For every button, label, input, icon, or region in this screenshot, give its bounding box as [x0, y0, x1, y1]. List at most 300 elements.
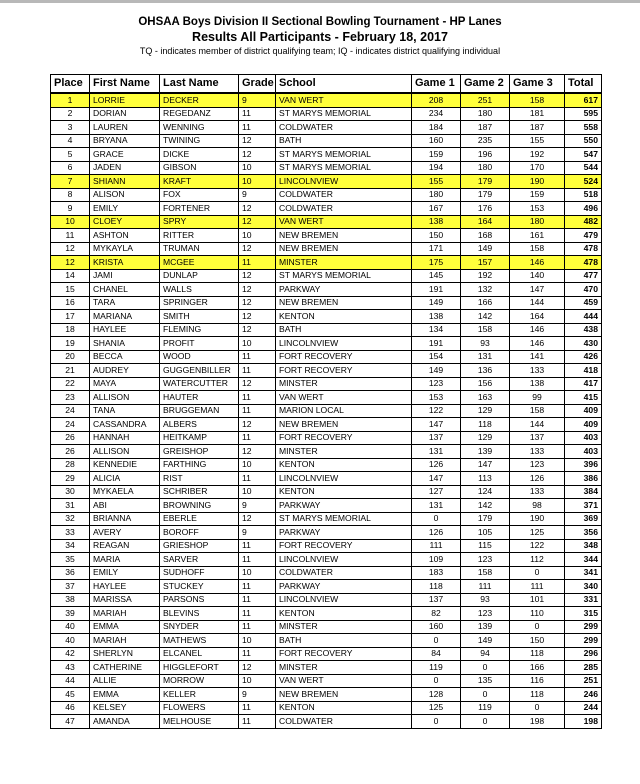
cell-school: FORT RECOVERY — [276, 350, 412, 364]
cell-total: 285 — [565, 661, 602, 675]
header-grade: Grade — [239, 75, 276, 94]
cell-place: 26 — [51, 431, 90, 445]
cell-game-1: 138 — [412, 215, 461, 229]
cell-school: VAN WERT — [276, 215, 412, 229]
cell-game-3: 153 — [510, 202, 565, 216]
cell-game-1: 150 — [412, 229, 461, 243]
cell-place: 12 — [51, 242, 90, 256]
cell-game-1: 126 — [412, 458, 461, 472]
cell-game-2: 129 — [461, 404, 510, 418]
cell-grade: 10 — [239, 458, 276, 472]
cell-total: 299 — [565, 620, 602, 634]
cell-first-name: MARIAH — [90, 607, 160, 621]
cell-place: 35 — [51, 553, 90, 567]
cell-game-3: 140 — [510, 269, 565, 283]
cell-game-3: 99 — [510, 391, 565, 405]
cell-first-name: ALISON — [90, 188, 160, 202]
cell-place: 32 — [51, 512, 90, 526]
cell-grade: 11 — [239, 121, 276, 135]
cell-last-name: SPRY — [160, 215, 239, 229]
cell-total: 396 — [565, 458, 602, 472]
cell-first-name: SHIANN — [90, 175, 160, 189]
cell-school: MINSTER — [276, 661, 412, 675]
cell-game-3: 158 — [510, 404, 565, 418]
cell-place: 47 — [51, 715, 90, 729]
cell-place: 40 — [51, 634, 90, 648]
cell-school: BATH — [276, 134, 412, 148]
cell-game-1: 153 — [412, 391, 461, 405]
cell-game-3: 180 — [510, 215, 565, 229]
cell-game-1: 0 — [412, 674, 461, 688]
table-row — [51, 350, 602, 364]
cell-game-1: 118 — [412, 580, 461, 594]
table-row — [51, 107, 602, 121]
cell-last-name: GRIESHOP — [160, 539, 239, 553]
cell-game-2: 129 — [461, 431, 510, 445]
cell-game-3: 0 — [510, 620, 565, 634]
cell-last-name: SUDHOFF — [160, 566, 239, 580]
cell-grade: 11 — [239, 256, 276, 270]
cell-grade: 12 — [239, 445, 276, 459]
table-row — [51, 418, 602, 432]
cell-game-1: 126 — [412, 526, 461, 540]
cell-last-name: SNYDER — [160, 620, 239, 634]
cell-total: 341 — [565, 566, 602, 580]
cell-grade: 11 — [239, 553, 276, 567]
cell-game-3: 133 — [510, 445, 565, 459]
table-row — [51, 661, 602, 675]
cell-first-name: SHERLYN — [90, 647, 160, 661]
cell-last-name: ELCANEL — [160, 647, 239, 661]
cell-last-name: WENNING — [160, 121, 239, 135]
results-table — [50, 74, 602, 729]
cell-last-name: FORTENER — [160, 202, 239, 216]
cell-last-name: MATHEWS — [160, 634, 239, 648]
results-body — [51, 93, 602, 728]
cell-game-1: 175 — [412, 256, 461, 270]
cell-school: COLDWATER — [276, 202, 412, 216]
table-row — [51, 688, 602, 702]
cell-last-name: HEITKAMP — [160, 431, 239, 445]
cell-total: 348 — [565, 539, 602, 553]
cell-total: 558 — [565, 121, 602, 135]
cell-game-3: 125 — [510, 526, 565, 540]
cell-total: 547 — [565, 148, 602, 162]
cell-total: 251 — [565, 674, 602, 688]
cell-game-1: 123 — [412, 377, 461, 391]
cell-place: 46 — [51, 701, 90, 715]
cell-game-3: 150 — [510, 634, 565, 648]
header-game-3: Game 3 — [510, 75, 565, 94]
cell-game-2: 158 — [461, 323, 510, 337]
cell-game-2: 149 — [461, 242, 510, 256]
cell-total: 444 — [565, 310, 602, 324]
cell-game-2: 135 — [461, 674, 510, 688]
cell-last-name: BRUGGEMAN — [160, 404, 239, 418]
cell-game-2: 119 — [461, 701, 510, 715]
table-row — [51, 175, 602, 189]
cell-school: MINSTER — [276, 620, 412, 634]
cell-place: 15 — [51, 283, 90, 297]
cell-game-1: 154 — [412, 350, 461, 364]
cell-first-name: HAYLEE — [90, 580, 160, 594]
cell-game-1: 160 — [412, 134, 461, 148]
cell-game-3: 146 — [510, 256, 565, 270]
header-place: Place — [51, 75, 90, 94]
cell-game-1: 0 — [412, 512, 461, 526]
cell-grade: 12 — [239, 215, 276, 229]
cell-total: 417 — [565, 377, 602, 391]
cell-game-2: 132 — [461, 283, 510, 297]
cell-first-name: ALLIE — [90, 674, 160, 688]
cell-first-name: MARIAH — [90, 634, 160, 648]
cell-place: 23 — [51, 391, 90, 405]
table-row — [51, 93, 602, 107]
cell-game-2: 115 — [461, 539, 510, 553]
table-row — [51, 337, 602, 351]
table-row — [51, 364, 602, 378]
cell-place: 12 — [51, 256, 90, 270]
cell-school: BATH — [276, 323, 412, 337]
cell-grade: 9 — [239, 526, 276, 540]
cell-place: 21 — [51, 364, 90, 378]
cell-place: 34 — [51, 539, 90, 553]
cell-game-1: 208 — [412, 93, 461, 107]
cell-school: FORT RECOVERY — [276, 431, 412, 445]
cell-game-1: 0 — [412, 634, 461, 648]
cell-first-name: ALICIA — [90, 472, 160, 486]
cell-game-2: 179 — [461, 188, 510, 202]
cell-grade: 11 — [239, 701, 276, 715]
cell-last-name: EBERLE — [160, 512, 239, 526]
cell-total: 409 — [565, 418, 602, 432]
cell-game-2: 166 — [461, 296, 510, 310]
cell-grade: 10 — [239, 485, 276, 499]
cell-grade: 12 — [239, 512, 276, 526]
table-row — [51, 458, 602, 472]
cell-school: COLDWATER — [276, 121, 412, 135]
table-row — [51, 485, 602, 499]
cell-total: 418 — [565, 364, 602, 378]
cell-last-name: BROWNING — [160, 499, 239, 513]
cell-total: 459 — [565, 296, 602, 310]
cell-first-name: MYKAELA — [90, 485, 160, 499]
cell-game-1: 149 — [412, 364, 461, 378]
cell-game-2: 93 — [461, 337, 510, 351]
table-row — [51, 472, 602, 486]
cell-grade: 10 — [239, 229, 276, 243]
table-row — [51, 580, 602, 594]
cell-game-2: 187 — [461, 121, 510, 135]
cell-game-1: 119 — [412, 661, 461, 675]
cell-grade: 9 — [239, 688, 276, 702]
table-row — [51, 134, 602, 148]
cell-place: 42 — [51, 647, 90, 661]
cell-first-name: EMILY — [90, 202, 160, 216]
cell-game-3: 187 — [510, 121, 565, 135]
table-row — [51, 431, 602, 445]
cell-first-name: LORRIE — [90, 93, 160, 107]
cell-total: 496 — [565, 202, 602, 216]
cell-grade: 9 — [239, 499, 276, 513]
cell-game-2: 179 — [461, 512, 510, 526]
table-row — [51, 391, 602, 405]
cell-first-name: AUDREY — [90, 364, 160, 378]
cell-place: 45 — [51, 688, 90, 702]
cell-last-name: STUCKEY — [160, 580, 239, 594]
cell-total: 477 — [565, 269, 602, 283]
table-row — [51, 512, 602, 526]
cell-game-1: 131 — [412, 445, 461, 459]
cell-last-name: BOROFF — [160, 526, 239, 540]
cell-place: 37 — [51, 580, 90, 594]
cell-place: 17 — [51, 310, 90, 324]
cell-school: ST MARYS MEMORIAL — [276, 107, 412, 121]
cell-grade: 12 — [239, 418, 276, 432]
cell-grade: 11 — [239, 107, 276, 121]
cell-game-1: 145 — [412, 269, 461, 283]
cell-game-2: 192 — [461, 269, 510, 283]
cell-last-name: GIBSON — [160, 161, 239, 175]
header-row — [51, 75, 602, 94]
cell-school: LINCOLNVIEW — [276, 175, 412, 189]
header-game-2: Game 2 — [461, 75, 510, 94]
cell-last-name: RIST — [160, 472, 239, 486]
cell-school: COLDWATER — [276, 566, 412, 580]
cell-game-2: 123 — [461, 607, 510, 621]
cell-game-2: 0 — [461, 688, 510, 702]
cell-first-name: KELSEY — [90, 701, 160, 715]
cell-place: 16 — [51, 296, 90, 310]
cell-grade: 12 — [239, 310, 276, 324]
cell-place: 30 — [51, 485, 90, 499]
table-row — [51, 404, 602, 418]
cell-last-name: REGEDANZ — [160, 107, 239, 121]
cell-game-1: 84 — [412, 647, 461, 661]
cell-last-name: MORROW — [160, 674, 239, 688]
cell-total: 384 — [565, 485, 602, 499]
cell-game-2: 164 — [461, 215, 510, 229]
table-row — [51, 161, 602, 175]
cell-total: 296 — [565, 647, 602, 661]
cell-last-name: WALLS — [160, 283, 239, 297]
cell-game-3: 101 — [510, 593, 565, 607]
cell-game-2: 251 — [461, 93, 510, 107]
cell-first-name: TARA — [90, 296, 160, 310]
cell-place: 7 — [51, 175, 90, 189]
cell-grade: 11 — [239, 431, 276, 445]
cell-game-2: 142 — [461, 499, 510, 513]
cell-school: ST MARYS MEMORIAL — [276, 161, 412, 175]
cell-game-2: 158 — [461, 566, 510, 580]
cell-grade: 12 — [239, 269, 276, 283]
cell-place: 26 — [51, 445, 90, 459]
cell-first-name: BRIANNA — [90, 512, 160, 526]
cell-game-1: 159 — [412, 148, 461, 162]
cell-first-name: ALLISON — [90, 445, 160, 459]
cell-last-name: FLOWERS — [160, 701, 239, 715]
cell-first-name: ABI — [90, 499, 160, 513]
cell-game-1: 147 — [412, 418, 461, 432]
cell-grade: 12 — [239, 283, 276, 297]
cell-school: FORT RECOVERY — [276, 364, 412, 378]
cell-school: NEW BREMEN — [276, 688, 412, 702]
table-row — [51, 607, 602, 621]
table-row — [51, 445, 602, 459]
cell-school: PARKWAY — [276, 283, 412, 297]
cell-school: PARKWAY — [276, 526, 412, 540]
table-row — [51, 715, 602, 729]
document-note: TQ - indicates member of district qualifying team; IQ - indicates district qualifying individual — [139, 46, 501, 56]
cell-first-name: AMANDA — [90, 715, 160, 729]
cell-last-name: DUNLAP — [160, 269, 239, 283]
header-game-1: Game 1 — [412, 75, 461, 94]
cell-game-2: 163 — [461, 391, 510, 405]
cell-last-name: FLEMING — [160, 323, 239, 337]
table-row — [51, 553, 602, 567]
table-row — [51, 296, 602, 310]
cell-game-1: 160 — [412, 620, 461, 634]
cell-game-1: 180 — [412, 188, 461, 202]
cell-game-1: 184 — [412, 121, 461, 135]
cell-game-1: 191 — [412, 337, 461, 351]
cell-game-2: 131 — [461, 350, 510, 364]
cell-game-2: 136 — [461, 364, 510, 378]
cell-game-3: 144 — [510, 418, 565, 432]
table-row — [51, 269, 602, 283]
cell-first-name: AVERY — [90, 526, 160, 540]
cell-game-2: 124 — [461, 485, 510, 499]
cell-game-3: 192 — [510, 148, 565, 162]
cell-first-name: CLOEY — [90, 215, 160, 229]
cell-game-3: 146 — [510, 323, 565, 337]
cell-game-2: 180 — [461, 161, 510, 175]
cell-place: 10 — [51, 215, 90, 229]
cell-game-1: 138 — [412, 310, 461, 324]
cell-first-name: BECCA — [90, 350, 160, 364]
cell-last-name: BLEVINS — [160, 607, 239, 621]
cell-game-3: 164 — [510, 310, 565, 324]
cell-first-name: MARISSA — [90, 593, 160, 607]
cell-place: 8 — [51, 188, 90, 202]
cell-game-3: 118 — [510, 688, 565, 702]
cell-game-2: 157 — [461, 256, 510, 270]
cell-place: 44 — [51, 674, 90, 688]
cell-game-3: 0 — [510, 701, 565, 715]
table-row — [51, 121, 602, 135]
table-row — [51, 242, 602, 256]
cell-place: 19 — [51, 337, 90, 351]
cell-total: 331 — [565, 593, 602, 607]
cell-last-name: PARSONS — [160, 593, 239, 607]
cell-total: 478 — [565, 242, 602, 256]
header-first-name: First Name — [90, 75, 160, 94]
cell-last-name: SCHRIBER — [160, 485, 239, 499]
cell-first-name: LAUREN — [90, 121, 160, 135]
cell-school: NEW BREMEN — [276, 418, 412, 432]
cell-first-name: TANA — [90, 404, 160, 418]
cell-game-3: 147 — [510, 283, 565, 297]
cell-total: 299 — [565, 634, 602, 648]
cell-grade: 12 — [239, 661, 276, 675]
cell-place: 24 — [51, 404, 90, 418]
cell-game-2: 139 — [461, 445, 510, 459]
cell-first-name: ALLISON — [90, 391, 160, 405]
cell-grade: 11 — [239, 350, 276, 364]
cell-place: 39 — [51, 607, 90, 621]
cell-total: 550 — [565, 134, 602, 148]
cell-total: 470 — [565, 283, 602, 297]
cell-place: 31 — [51, 499, 90, 513]
cell-game-1: 191 — [412, 283, 461, 297]
cell-grade: 11 — [239, 391, 276, 405]
cell-game-3: 190 — [510, 512, 565, 526]
cell-last-name: DECKER — [160, 93, 239, 107]
cell-grade: 10 — [239, 634, 276, 648]
cell-last-name: KRAFT — [160, 175, 239, 189]
cell-game-2: 179 — [461, 175, 510, 189]
cell-game-1: 171 — [412, 242, 461, 256]
cell-game-1: 194 — [412, 161, 461, 175]
table-row — [51, 215, 602, 229]
cell-last-name: GUGGENBILLER — [160, 364, 239, 378]
cell-game-2: 0 — [461, 715, 510, 729]
cell-school: KENTON — [276, 607, 412, 621]
table-row — [51, 647, 602, 661]
cell-grade: 12 — [239, 323, 276, 337]
cell-game-1: 122 — [412, 404, 461, 418]
cell-place: 6 — [51, 161, 90, 175]
cell-school: COLDWATER — [276, 188, 412, 202]
cell-total: 482 — [565, 215, 602, 229]
cell-game-1: 125 — [412, 701, 461, 715]
cell-game-1: 149 — [412, 296, 461, 310]
cell-game-3: 198 — [510, 715, 565, 729]
cell-grade: 12 — [239, 377, 276, 391]
cell-game-2: 139 — [461, 620, 510, 634]
cell-place: 4 — [51, 134, 90, 148]
cell-grade: 10 — [239, 674, 276, 688]
cell-total: 246 — [565, 688, 602, 702]
cell-game-3: 170 — [510, 161, 565, 175]
table-row — [51, 539, 602, 553]
cell-place: 20 — [51, 350, 90, 364]
cell-first-name: MYKAYLA — [90, 242, 160, 256]
cell-game-3: 181 — [510, 107, 565, 121]
cell-game-2: 156 — [461, 377, 510, 391]
cell-first-name: EMMA — [90, 620, 160, 634]
cell-total: 544 — [565, 161, 602, 175]
table-row — [51, 310, 602, 324]
cell-last-name: ALBERS — [160, 418, 239, 432]
cell-game-1: 111 — [412, 539, 461, 553]
table-row — [51, 634, 602, 648]
cell-last-name: GREISHOP — [160, 445, 239, 459]
cell-game-2: 113 — [461, 472, 510, 486]
cell-game-3: 111 — [510, 580, 565, 594]
cell-grade: 10 — [239, 175, 276, 189]
cell-school: PARKWAY — [276, 499, 412, 513]
cell-total: 479 — [565, 229, 602, 243]
cell-grade: 12 — [239, 148, 276, 162]
header-total: Total — [565, 75, 602, 94]
cell-game-3: 98 — [510, 499, 565, 513]
cell-game-3: 116 — [510, 674, 565, 688]
cell-game-2: 147 — [461, 458, 510, 472]
cell-last-name: SARVER — [160, 553, 239, 567]
cell-total: 430 — [565, 337, 602, 351]
cell-last-name: WATERCUTTER — [160, 377, 239, 391]
